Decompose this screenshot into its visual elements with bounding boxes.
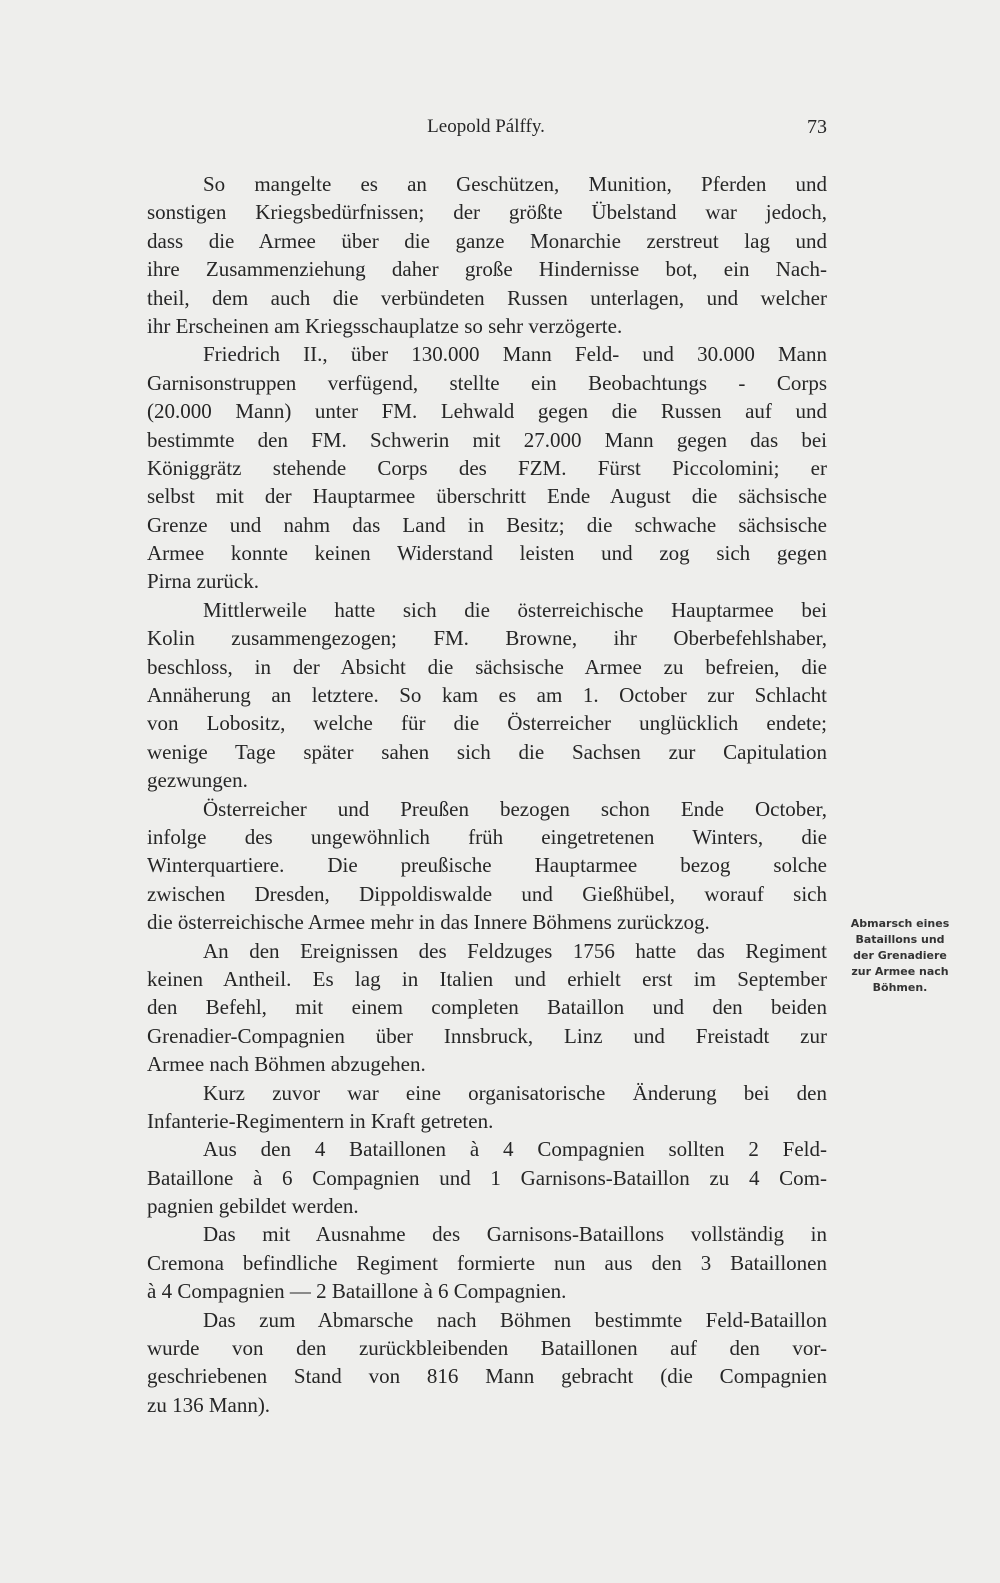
paragraph [147, 1220, 827, 1305]
paragraph [147, 937, 827, 1079]
text-line: geschriebenen Stand von 816 Mann gebracht (die Compagnien [147, 1364, 827, 1389]
text-line: Österreicher und Preußen bezogen schon Ende October, [203, 796, 827, 821]
paragraph [147, 1079, 827, 1136]
text-line: keinen Antheil. Es lag in Italien und erhielt erst im September [147, 966, 827, 991]
text-line: à 4 Compagnien — 2 Bataillone à 6 Compagnien. [147, 1279, 567, 1304]
marginal-note-line: der Grenadiere [853, 949, 947, 962]
body-text [147, 170, 827, 1419]
text-line: Das zum Abmarsche nach Böhmen bestimmte Feld-Bataillon [203, 1307, 827, 1332]
text-line: Cremona befindliche Regiment formierte nun aus den 3 Bataillonen [147, 1250, 827, 1275]
text-line: ihr Erscheinen am Kriegsschauplatze so sehr verzögerte. [147, 313, 623, 338]
text-line: ihre Zusammenziehung daher große Hindernisse bot, ein Nach- [147, 257, 827, 282]
text-line: Bataillone à 6 Compagnien und 1 Garnisons-Bataillon zu 4 Com- [147, 1165, 827, 1190]
text-line: Winterquartiere. Die preußische Hauptarmee bezog solche [147, 853, 827, 878]
text-line: Kurz zuvor war eine organisatorische Änderung bei den [203, 1080, 827, 1105]
paragraph [147, 340, 827, 596]
text-line: Annäherung an letztere. So kam es am 1. October zur Schlacht [147, 683, 827, 708]
text-line: bestimmte den FM. Schwerin mit 27.000 Mann gegen das bei [147, 427, 827, 452]
text-line: beschloss, in der Absicht die sächsische Armee zu befreien, die [147, 654, 827, 679]
text-line: von Lobositz, welche für die Österreicher unglücklich endete; [147, 711, 827, 736]
text-line: Armee konnte keinen Widerstand leisten und zog sich gegen [147, 541, 827, 566]
page-number: 73 [807, 116, 827, 138]
paragraph [147, 1135, 827, 1220]
text-line: Pirna zurück. [147, 569, 259, 594]
running-title: Leopold Pálffy. [427, 116, 545, 137]
text-line: (20.000 Mann) unter FM. Lehwald gegen die Russen auf und [147, 399, 827, 424]
text-line: den Befehl, mit einem completen Bataillon und den beiden [147, 995, 827, 1020]
text-line: gezwungen. [147, 768, 248, 793]
text-line: An den Ereignissen des Feldzuges 1756 hatte das Regiment [203, 938, 827, 963]
text-line: dass die Armee über die ganze Monarchie zerstreut lag und [147, 228, 827, 253]
text-line: die österreichische Armee mehr in das Innere Böhmens zurückzog. [147, 910, 710, 935]
marginal-note-line: zur Armee nach [851, 965, 949, 978]
text-line: pagnien gebildet werden. [147, 1194, 359, 1219]
text-line: zu 136 Mann). [147, 1392, 271, 1417]
marginal-note-line: Böhmen. [872, 981, 928, 994]
text-line: infolge des ungewöhnlich früh eingetretenen Winters, die [147, 824, 827, 849]
paragraph [147, 795, 827, 937]
paragraph [147, 170, 827, 340]
text-line: sonstigen Kriegsbedürfnissen; der größte Übelstand war jedoch, [147, 200, 827, 225]
text-line: Das mit Ausnahme des Garnisons-Bataillons vollständig in [203, 1222, 827, 1247]
text-line: Aus den 4 Bataillonen à 4 Compagnien sollten 2 Feld- [203, 1137, 827, 1162]
text-line: Königgrätz stehende Corps des FZM. Fürst Piccolomini; er [147, 455, 827, 480]
paragraph [147, 1306, 827, 1420]
text-line: Infanterie-Regimentern in Kraft getreten. [147, 1108, 494, 1133]
paragraph [147, 596, 827, 795]
text-line: So mangelte es an Geschützen, Munition, Pferden und [203, 172, 827, 196]
text-line: theil, dem auch die verbündeten Russen unterlagen, und welcher [147, 285, 827, 310]
text-line: selbst mit der Hauptarmee überschritt Ende August die sächsische [147, 484, 827, 509]
text-line: Mittlerweile hatte sich die österreichische Hauptarmee bei [203, 597, 827, 622]
marginal-note-line: Bataillons und [855, 933, 945, 946]
text-line: Armee nach Böhmen abzugehen. [147, 1052, 426, 1077]
marginal-note [840, 916, 960, 996]
text-line: Grenze und nahm das Land in Besitz; die schwache sächsische [147, 512, 827, 537]
text-line: wurde von den zurückbleibenden Bataillonen auf den vor- [147, 1336, 827, 1361]
marginal-note-line: Abmarsch eines [850, 917, 950, 930]
page-header [145, 116, 827, 144]
text-line: Garnisonstruppen verfügend, stellte ein Beobachtungs - Corps [147, 370, 827, 395]
text-line: wenige Tage später sahen sich die Sachsen zur Capitulation [147, 739, 827, 764]
text-line: zwischen Dresden, Dippoldiswalde und Gießhübel, worauf sich [147, 881, 827, 906]
text-line: Grenadier-Compagnien über Innsbruck, Linz und Freistadt zur [147, 1023, 827, 1048]
text-line: Friedrich II., über 130.000 Mann Feld- und 30.000 Mann [203, 342, 827, 367]
text-line: Kolin zusammengezogen; FM. Browne, ihr Oberbefehlshaber, [147, 626, 827, 651]
